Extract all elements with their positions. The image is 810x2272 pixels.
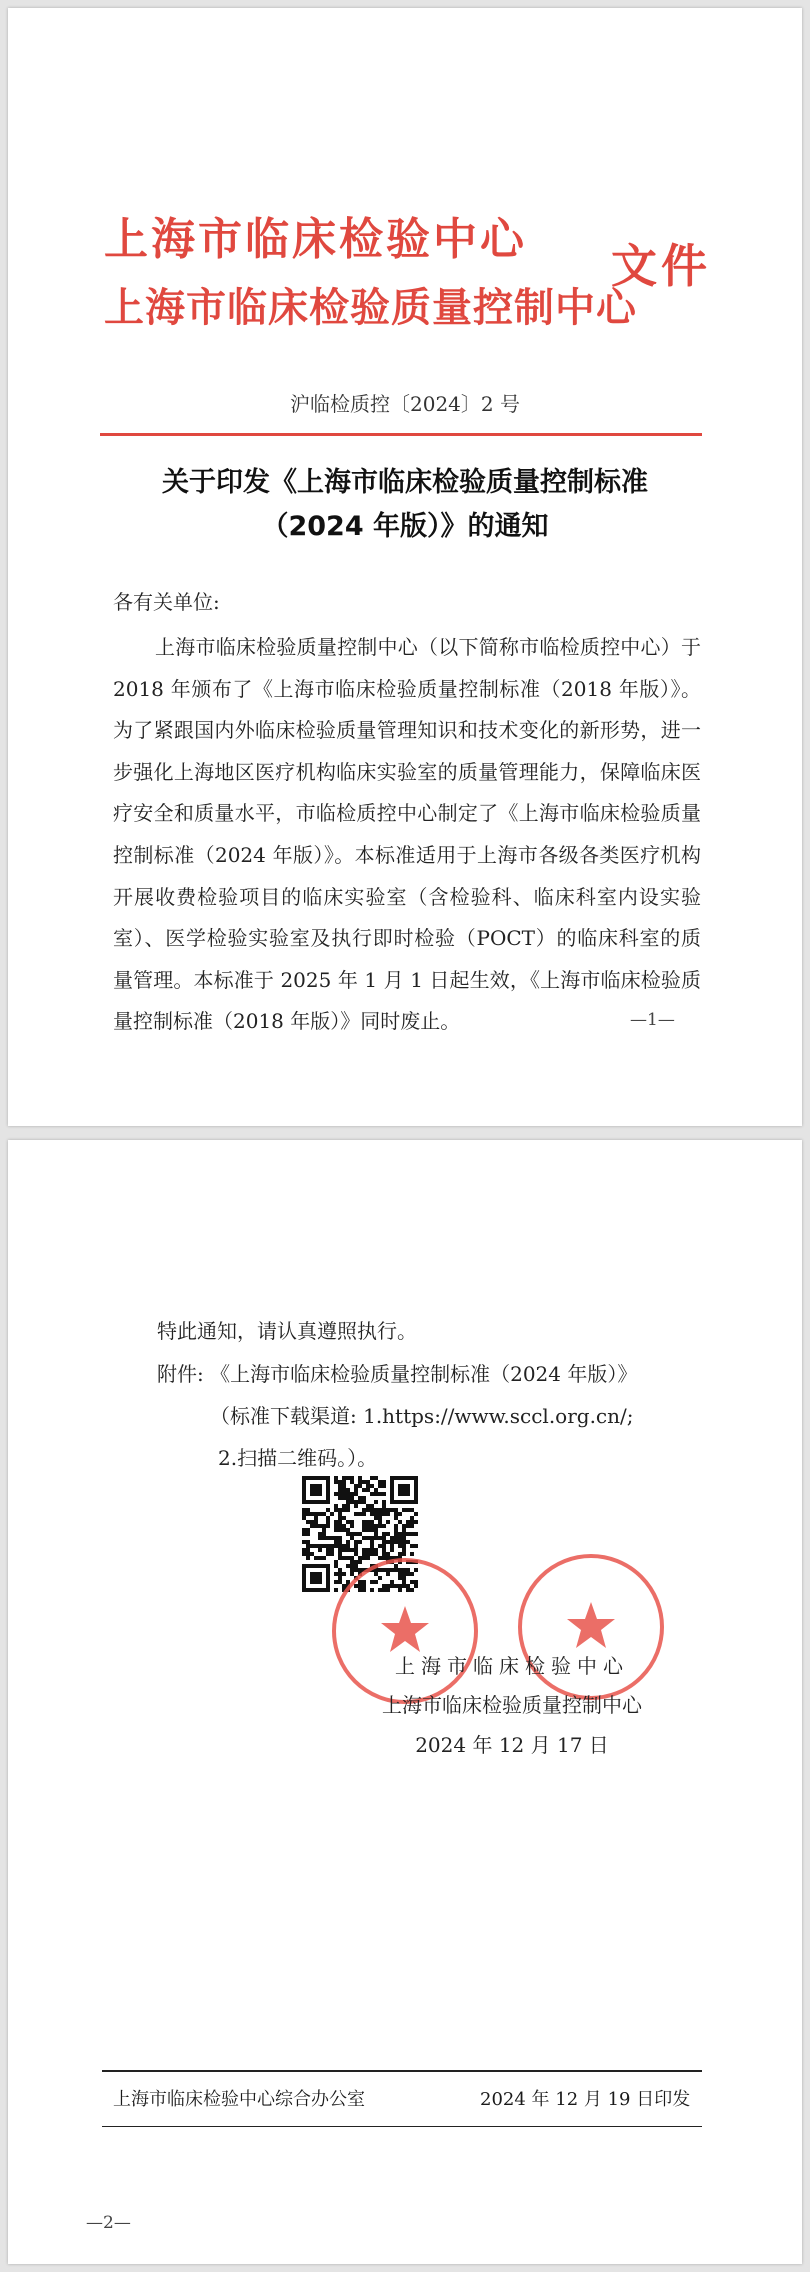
page-number: —1—	[630, 1010, 675, 1030]
notice-body-paragraph: 上海市临床检验质量控制中心（以下简称市临检质控中心）于 2018 年颁布了《上海市临床检验质量控制标准（2018 年版）》。为了紧跟国内外临床检验质量管理知识和技术变化的新形势，进一步强化上海地区医疗机构临床实验室的质量管理能力，保障临床医疗安全和质量水平，市临检质控中心制定了《上海市临床检验质量控制标准（2024 年版）》。本标准适用于上海市各级各类医疗机构开展收费检验项目的临床实验室（含检验科、临床科室内设实验室）、医学检验实验室及执行即时检验（POCT）的临床科室的质量管理。本标准于 2025 年 1 月 1 日起生效，《上海市临床检验质量控制标准（2018 年版）》同时废止。	[113, 635, 701, 1034]
download-channel-line1[interactable]: （标准下载渠道: 1.https://www.sccl.org.cn/;	[210, 1404, 634, 1428]
org-title-line1: 上海市临床检验中心	[104, 214, 527, 265]
signature-org1: 上海市临床检验中心	[395, 1654, 629, 1678]
signature-org2: 上海市临床检验质量控制中心	[382, 1693, 642, 1717]
document-type-label: 文件	[611, 239, 711, 293]
footer-bottom-rule	[102, 2126, 702, 2127]
special-notice: 特此通知，请认真遵照执行。	[157, 1319, 417, 1343]
org-title-line2: 上海市临床检验质量控制中心	[104, 284, 637, 331]
qr-finder-pattern	[392, 1478, 416, 1502]
attachment-line: 附件: 《上海市临床检验质量控制标准（2024 年版）》	[157, 1362, 638, 1386]
qr-finder-pattern	[304, 1566, 328, 1590]
footer-top-rule	[102, 2070, 702, 2072]
document-number: 沪临检质控〔2024〕2 号	[290, 392, 520, 416]
salutation: 各有关单位:	[113, 590, 220, 614]
download-channel-line2: 2.扫描二维码。）。	[218, 1446, 378, 1470]
footer-issue-date: 2024 年 12 月 19 日印发	[480, 2089, 691, 2110]
signature-date: 2024 年 12 月 17 日	[415, 1733, 609, 1757]
official-seal-icon	[330, 1556, 480, 1706]
document-page-1	[8, 8, 802, 1126]
notice-title-line2: （2024 年版）》的通知	[261, 511, 549, 542]
qr-finder-pattern	[304, 1478, 328, 1502]
document-page-2	[8, 1140, 802, 2264]
official-seal-icon	[516, 1552, 666, 1702]
page-number: —2—	[86, 2213, 131, 2233]
footer-issuing-office: 上海市临床检验中心综合办公室	[113, 2089, 365, 2110]
notice-title-line1: 关于印发《上海市临床检验质量控制标准	[162, 467, 648, 498]
red-divider	[100, 433, 702, 436]
